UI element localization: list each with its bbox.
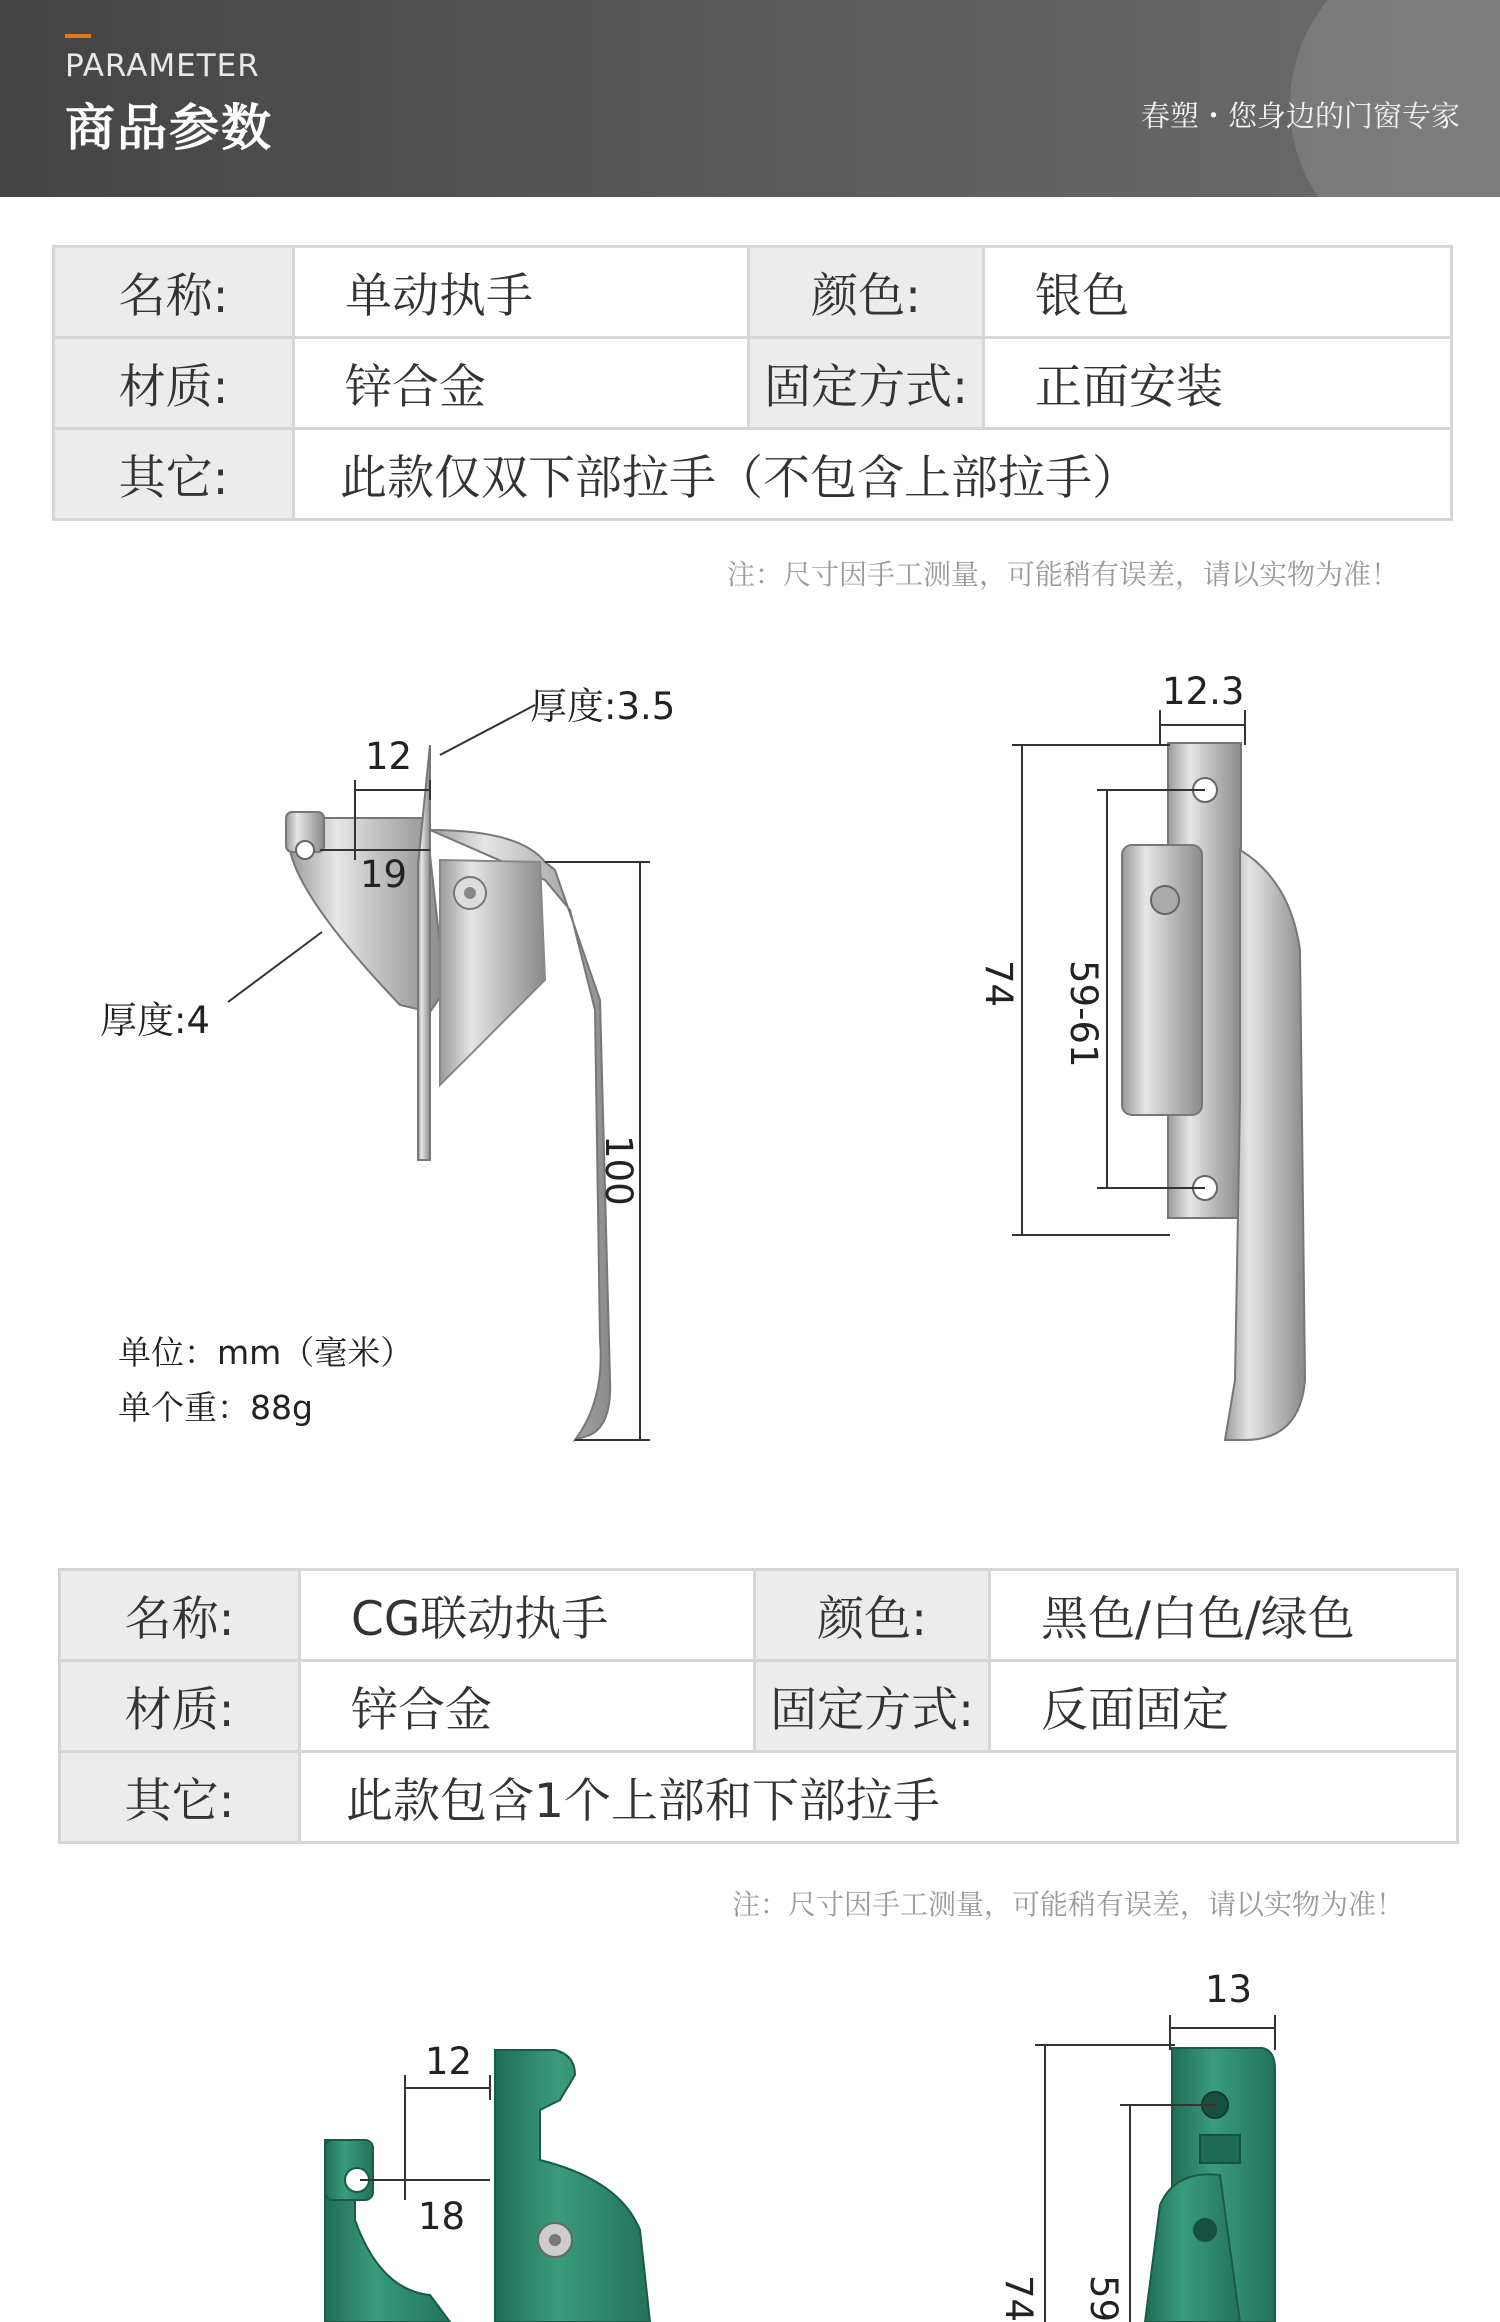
dim-hole-59: 59 [1082,2275,1125,2322]
section-title-en: PARAMETER [65,48,260,84]
green-handle-front-view [1145,2048,1275,2322]
name-label: 名称: [54,247,294,338]
dim-height-74: 74 [997,2275,1040,2322]
dim-gap-19: 19 [360,853,408,896]
name-label: 名称: [60,1570,300,1661]
dim-length-100: 100 [597,1135,640,1206]
color-label: 颜色: [755,1570,990,1661]
material-label: 材质: [54,338,294,429]
material-value: 锌合金 [294,338,749,429]
color-value: 银色 [984,247,1452,338]
weight-text: 单个重：88g [118,1388,313,1427]
dimension-lines-green-left [360,2075,490,2200]
dim-height-74: 74 [977,960,1020,1008]
dim-thickness-side: 厚度:4 [100,999,211,1042]
dim-width-12-3: 12.3 [1162,670,1245,713]
material-value: 锌合金 [300,1661,755,1752]
mount-value: 正面安装 [984,338,1452,429]
dim-width-12: 12 [365,735,413,778]
other-label: 其它: [54,429,294,520]
name-value: 单动执手 [294,247,749,338]
dim-width-13: 13 [1205,1968,1253,2011]
other-value: 此款仅双下部拉手（不包含上部拉手） [294,429,1452,520]
mount-value: 反面固定 [990,1661,1458,1752]
section-title-cn: 商品参数 [65,99,273,157]
dim-hole-59-61: 59-61 [1062,960,1105,1068]
other-label: 其它: [60,1752,300,1843]
name-value: CG联动执手 [300,1570,755,1661]
brand-slogan: 春塑・您身边的门窗专家 [1140,99,1460,133]
mount-label: 固定方式: [755,1661,990,1752]
other-value: 此款包含1个上部和下部拉手 [300,1752,1458,1843]
dim-gap-18: 18 [418,2195,466,2238]
color-value: 黑色/白色/绿色 [990,1570,1458,1661]
unit-text: 单位：mm（毫米） [118,1333,414,1372]
mount-label: 固定方式: [749,338,984,429]
dim-thickness-top: 厚度:3.5 [530,685,676,728]
dim-width-12: 12 [425,2040,473,2083]
measure-note: 注：尺寸因手工测量，可能稍有误差，请以实物为准！ [732,1888,1405,1921]
green-handle-side-view [325,2050,650,2322]
color-label: 颜色: [749,247,984,338]
material-label: 材质: [60,1661,300,1752]
measure-note: 注：尺寸因手工测量，可能稍有误差，请以实物为准！ [727,558,1400,591]
